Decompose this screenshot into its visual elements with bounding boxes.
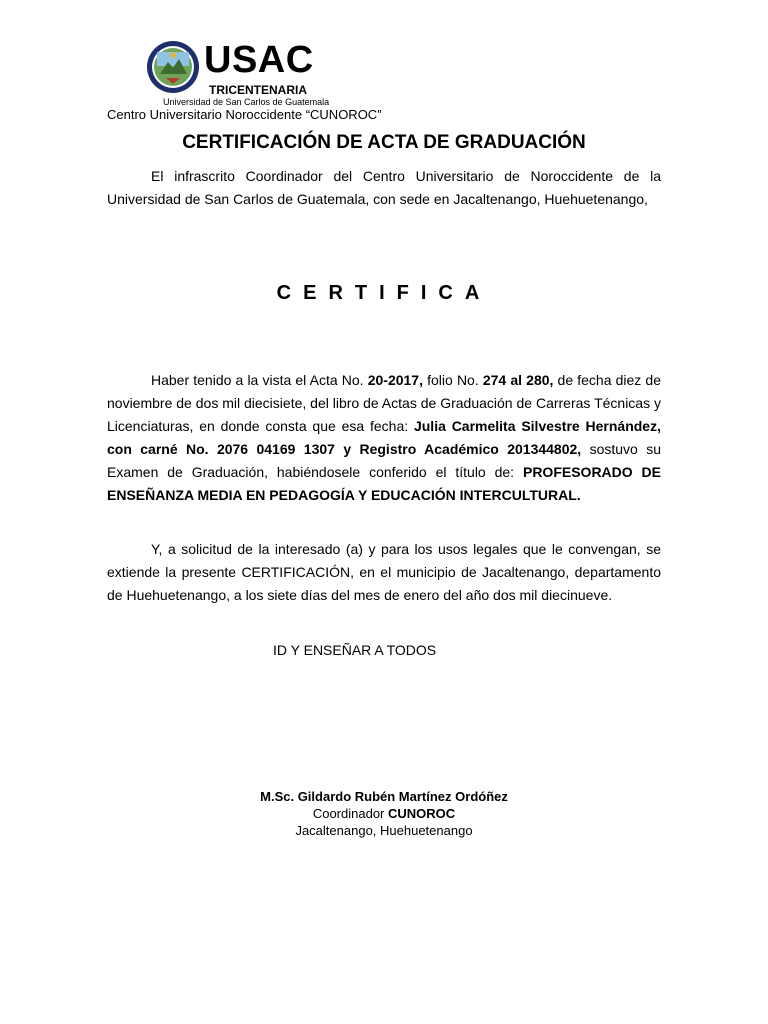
acta-number: 20-2017, xyxy=(367,372,423,388)
signer-role-prefix: Coordinador xyxy=(312,806,388,821)
closing-paragraph: Y, a solicitud de la interesado (a) y para los usos legales que le convengan, se extiende la presente CERTIFICACIÓN, en el municipio de Jacaltenango, departamento de Huehuetenango, a los siete días del mes de enero del año dos mil diecinueve. xyxy=(107,541,661,603)
intro-paragraph: El infrascrito Coordinador del Centro Universitario de Noroccidente de la Universidad de San Carlos de Guatemala, con sede en Jacaltenango, Huehuetenango, xyxy=(107,168,661,207)
folio-number: 274 al 280, xyxy=(482,372,554,388)
certifica-heading: CERTIFICA xyxy=(276,282,492,304)
body-paragraph xyxy=(107,369,661,507)
brand-subtitle: TRICENTENARIA xyxy=(209,83,307,97)
motto: ID Y ENSEÑAR A TODOS xyxy=(273,642,437,658)
usac-seal-icon xyxy=(146,40,200,94)
signer-role-org: CUNOROC xyxy=(387,806,456,821)
body-text-1: Haber tenido a la vista el Acta No. xyxy=(151,372,368,388)
body-text-3: de fecha diez de noviembre de dos mil diecisiete, del libro de Actas de Graduación de Carreras Técnicas y Licenciaturas, en donde consta que esa fecha: xyxy=(107,372,661,434)
body-text-4: sostuvo su Examen de Graduación, habiéndosele conferido el título de: xyxy=(107,441,661,480)
document-title: CERTIFICACIÓN DE ACTA DE GRADUACIÓN xyxy=(182,132,586,153)
student-details: Julia Carmelita Silvestre Hernández, con carné No. 2076 04169 1307 y Registro Académico 201344802, xyxy=(107,418,661,457)
university-name: Universidad de San Carlos de Guatemala xyxy=(163,97,330,107)
degree-title: PROFESORADO DE ENSEÑANZA MEDIA EN PEDAGOGÍA Y EDUCACIÓN INTERCULTURAL. xyxy=(107,464,662,503)
body-text-2: folio No. xyxy=(423,372,483,388)
signer-role xyxy=(0,805,768,822)
signer-location: Jacaltenango, Huehuetenango xyxy=(295,823,473,838)
center-name: Centro Universitario Noroccidente “CUNOROC” xyxy=(107,107,382,122)
brand-name: USAC xyxy=(204,39,314,81)
signer-name: M.Sc. Gildardo Rubén Martínez Ordóñez xyxy=(260,789,508,804)
signature-block xyxy=(0,788,768,839)
